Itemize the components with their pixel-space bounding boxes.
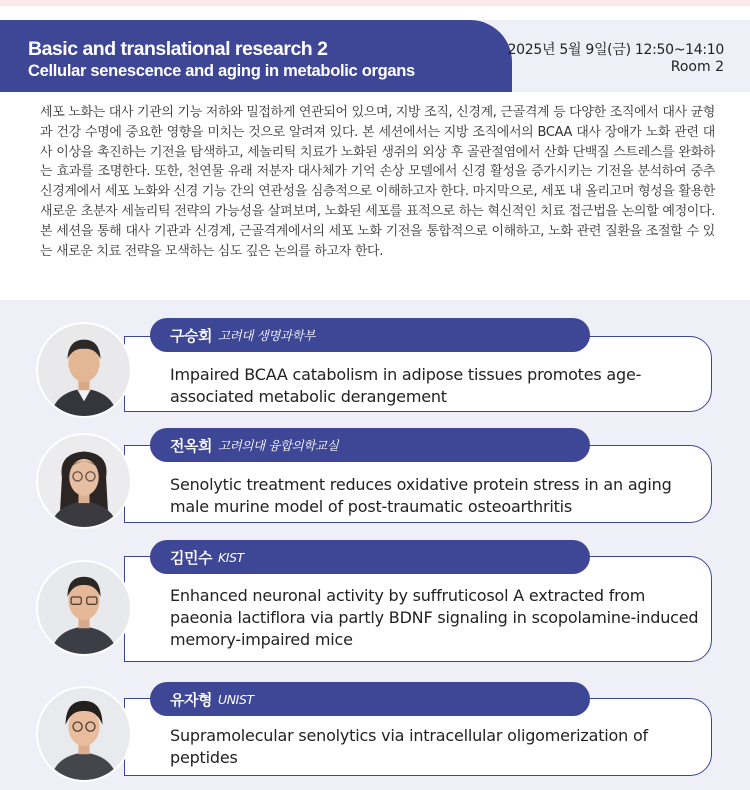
speaker-affiliation: UNIST [217,691,254,707]
talk-title: Supramolecular senolytics via intracellular oligomerization of peptides [170,726,648,767]
speaker-affiliation: 고려대 생명과학부 [217,328,315,343]
speaker-photo [36,686,132,782]
person-portrait-icon [38,562,130,654]
talk-title: Impaired BCAA catabolism in adipose tissues promotes age-associated metabolic derangement [170,365,642,406]
person-portrait-icon [38,324,130,416]
speaker-name: 유자형 [170,690,212,709]
session-category-title: Basic and translational research 2 [28,38,328,60]
speaker-name-pill [150,428,590,462]
session-date-time: 2025년 5월 9일(금) 12:50~14:10 [507,42,724,58]
session-room: Room 2 [670,59,724,75]
speaker-name-pill [150,682,590,716]
top-decorative-strip [0,0,750,6]
talk-title: Senolytic treatment reduces oxidative protein stress in an aging male murine model of post-traumatic osteoarthritis [170,475,672,516]
speaker-name: 전옥희 [170,436,212,455]
speaker-affiliation: 고려의대 융합의학교실 [217,438,339,453]
talk-title: Enhanced neuronal activity by suffruticosol A extracted from paeonia lactiflora via partly BDNF signaling in scopolamine-induced memory-impaired mice [170,586,699,649]
speaker-name-pill [150,318,590,352]
speaker-photo [36,322,132,418]
speaker-name: 구승회 [170,326,212,345]
speaker-photo [36,433,132,529]
person-portrait-icon [38,688,130,780]
speaker-name: 김민수 [170,548,212,567]
session-topic-title: Cellular senescence and aging in metabolic organs [28,62,415,80]
speaker-affiliation: KIST [217,549,244,565]
person-portrait-icon [38,435,130,527]
speaker-photo [36,560,132,656]
session-description: 세포 노화는 대사 기관의 기능 저하와 밀접하게 연관되어 있으며, 지방 조직, 신경계, 근골격계 등 다양한 조직에서 대사 균형과 건강 수명에 중요한 영향을 미치는 것으로 알려져 있다. 본 세션에서는 지방 조직에서의 BCAA 대사 장애가 노화 관련 대사 이상을 촉진하는 기전을 탐색하고, 세놀리틱 치료가 노화된 생쥐의 외상 후 골관절염에서 산화 단백질 스트레스를 완화하는 효과를 조명한다. 또한, 천연물 유래 저분자 대사체가 기억 손상 모델에서 신경 활성을 증가시키는 기전을 분석하여 중추신경계에서 세포 노화와 신경 기능 간의 연관성을 심층적으로 이해하고자 한다. 마지막으로, 세포 내 올리고머 형성을 활용한 새로운 초분자 세놀리틱 전략의 가능성을 살펴보며, 노화된 세포를 표적으로 하는 혁신적인 치료 접근법을 논의할 예정이다. 본 세션을 통해 대사 기관과 신경계, 근골격계에서의 세포 노화 기전을 통합적으로 이해하고, 노화 관련 질환을 조절할 수 있는 새로운 치료 전략을 모색하는 심도 깊은 논의를 하고자 한다. [40,105,715,259]
speaker-name-pill [150,540,590,574]
